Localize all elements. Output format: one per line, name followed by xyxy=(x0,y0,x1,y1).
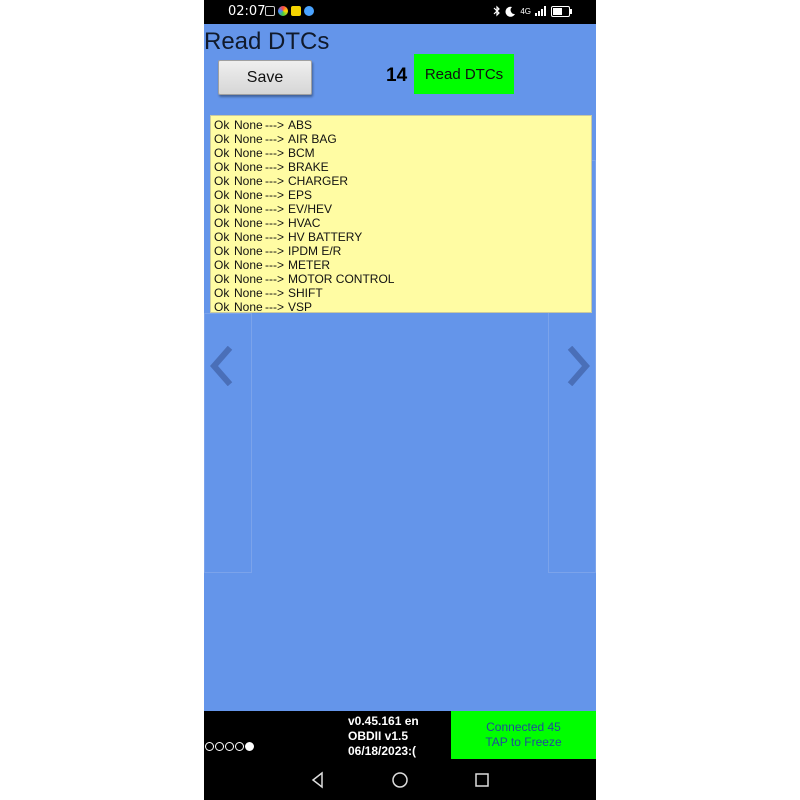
status-right xyxy=(493,5,570,17)
signal-text: 4G xyxy=(520,6,531,16)
app-screen xyxy=(204,0,596,800)
date-line: 06/18/2023:( xyxy=(348,744,417,758)
dtc-result: None xyxy=(234,300,263,314)
dtc-count: 14 xyxy=(386,65,408,86)
dtc-module: EPS xyxy=(288,188,313,202)
dtc-arrow: ---> xyxy=(265,216,284,230)
dtc-arrow: ---> xyxy=(265,286,284,300)
dtc-row xyxy=(211,230,591,244)
dtc-row xyxy=(211,258,591,272)
connected-text: Connected 45 xyxy=(486,720,561,734)
dtc-arrow: ---> xyxy=(265,146,284,160)
dtc-result: None xyxy=(234,188,263,202)
dtc-result: None xyxy=(234,174,263,188)
system-nav-bar xyxy=(204,760,596,800)
tap-freeze-text: TAP to Freeze xyxy=(485,735,562,749)
dtc-arrow: ---> xyxy=(265,230,284,244)
dtc-row xyxy=(211,202,591,216)
version-info xyxy=(348,714,419,759)
dtc-arrow: ---> xyxy=(265,244,284,258)
dtc-row xyxy=(211,272,591,286)
battery-icon xyxy=(551,6,570,17)
dtc-arrow: ---> xyxy=(265,202,284,216)
read-dtcs-button[interactable]: Read DTCs xyxy=(414,54,514,94)
page-dot xyxy=(225,742,234,751)
dtc-result: None xyxy=(234,230,263,244)
dtc-module: CHARGER xyxy=(288,174,349,188)
dtc-row xyxy=(211,188,591,202)
recents-icon[interactable] xyxy=(472,770,492,790)
dtc-status: Ok xyxy=(214,174,230,188)
dtc-module: AIR BAG xyxy=(288,132,337,146)
dtc-result-list xyxy=(210,115,592,313)
status-time: 02:07 xyxy=(228,4,266,19)
dtc-result: None xyxy=(234,216,263,230)
page-dot-active xyxy=(245,742,254,751)
dtc-module: SHIFT xyxy=(288,286,323,300)
moon-icon xyxy=(505,6,516,17)
dtc-module: METER xyxy=(288,258,330,272)
dtc-module: BRAKE xyxy=(288,160,329,174)
dtc-status: Ok xyxy=(214,258,230,272)
dtc-row xyxy=(211,216,591,230)
dtc-status: Ok xyxy=(214,286,230,300)
dtc-result: None xyxy=(234,202,263,216)
dtc-status: Ok xyxy=(214,244,230,258)
dtc-result: None xyxy=(234,118,263,132)
dtc-row xyxy=(211,174,591,188)
chat-icon xyxy=(291,6,301,16)
status-bar xyxy=(204,0,596,24)
page-dot xyxy=(235,742,244,751)
back-icon[interactable] xyxy=(308,770,328,790)
dtc-result: None xyxy=(234,244,263,258)
dtc-module: HV BATTERY xyxy=(288,230,363,244)
dtc-row xyxy=(211,132,591,146)
dtc-module: ABS xyxy=(288,118,313,132)
dtc-arrow: ---> xyxy=(265,160,284,174)
bluetooth-icon xyxy=(493,5,501,17)
dtc-status: Ok xyxy=(214,188,230,202)
dtc-module: IPDM E/R xyxy=(288,244,342,258)
home-icon[interactable] xyxy=(390,770,410,790)
dtc-row xyxy=(211,286,591,300)
dtc-result: None xyxy=(234,160,263,174)
dtc-result: None xyxy=(234,272,263,286)
page-dot xyxy=(205,742,214,751)
dtc-row xyxy=(211,300,591,314)
dtc-arrow: ---> xyxy=(265,188,284,202)
dtc-result: None xyxy=(234,146,263,160)
dtc-arrow: ---> xyxy=(265,300,284,314)
dtc-arrow: ---> xyxy=(265,132,284,146)
dtc-row xyxy=(211,160,591,174)
signal-icon xyxy=(535,6,547,16)
dtc-status: Ok xyxy=(214,118,230,132)
dtc-arrow: ---> xyxy=(265,118,284,132)
notification-icons xyxy=(265,6,314,16)
save-button[interactable]: Save xyxy=(218,60,312,95)
page-title: Read DTCs xyxy=(204,28,330,55)
dtc-result: None xyxy=(234,132,263,146)
protocol-line: OBDII v1.5 xyxy=(348,729,409,743)
dtc-module: MOTOR CONTROL xyxy=(288,272,395,286)
page-dot xyxy=(215,742,224,751)
bottom-bar xyxy=(204,711,596,760)
dtc-status: Ok xyxy=(214,216,230,230)
dtc-module: BCM xyxy=(288,146,315,160)
dtc-module: VSP xyxy=(288,300,313,314)
dtc-row xyxy=(211,146,591,160)
dtc-status: Ok xyxy=(214,300,230,314)
dtc-module: EV/HEV xyxy=(288,202,333,216)
version-line: v0.45.161 en xyxy=(348,714,419,728)
connection-status-button[interactable] xyxy=(451,711,596,759)
dtc-arrow: ---> xyxy=(265,174,284,188)
dtc-arrow: ---> xyxy=(265,258,284,272)
dtc-status: Ok xyxy=(214,146,230,160)
dtc-status: Ok xyxy=(214,230,230,244)
dtc-status: Ok xyxy=(214,202,230,216)
dtc-module: HVAC xyxy=(288,216,321,230)
dtc-status: Ok xyxy=(214,160,230,174)
dtc-status: Ok xyxy=(214,272,230,286)
bubble-icon xyxy=(304,6,314,16)
chevron-right-icon[interactable] xyxy=(566,346,594,386)
color-icon xyxy=(278,6,288,16)
dtc-result: None xyxy=(234,258,263,272)
page-indicator xyxy=(205,742,255,751)
dtc-status: Ok xyxy=(214,132,230,146)
dtc-row xyxy=(211,118,591,132)
chevron-left-icon[interactable] xyxy=(206,346,234,386)
image-icon xyxy=(265,6,275,16)
dtc-result: None xyxy=(234,286,263,300)
dtc-arrow: ---> xyxy=(265,272,284,286)
dtc-row xyxy=(211,244,591,258)
